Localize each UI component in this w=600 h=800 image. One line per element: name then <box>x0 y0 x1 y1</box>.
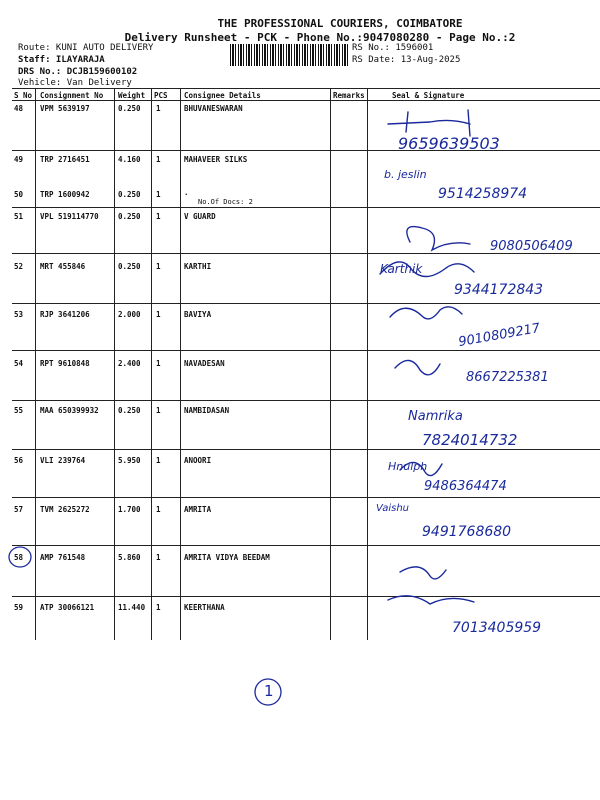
row-consignment: VPL 519114770 <box>40 212 99 221</box>
col-header-remarks: Remarks <box>333 91 365 100</box>
table-header-border <box>12 100 600 101</box>
row-pcs: 1 <box>156 104 161 113</box>
handwritten-name-56: Hnulph <box>388 460 428 473</box>
row-consignment: VPM 5639197 <box>40 104 90 113</box>
document-subtitle: Delivery Runsheet - PCK - Phone No.:9047080280 - Page No.:2 <box>124 31 516 44</box>
col-divider <box>180 88 181 640</box>
row-note: No.Of Docs: 2 <box>198 198 253 206</box>
row-pcs: 1 <box>156 359 161 368</box>
row-weight: 2.000 <box>118 310 141 319</box>
col-header-consignment: Consignment No <box>40 91 104 100</box>
row-pcs: 1 <box>156 310 161 319</box>
rs-number: RS No.: 1596001 <box>352 43 434 53</box>
vehicle-label: Vehicle: Van Delivery <box>18 78 132 88</box>
row-sno: 49 <box>14 155 24 164</box>
row-consignee: . <box>184 188 189 197</box>
row-weight: 0.250 <box>118 406 141 415</box>
row-consignee: BHUVANESWARAN <box>184 104 243 113</box>
row-weight: 1.700 <box>118 505 141 514</box>
handwritten-phone: 9514258974 <box>438 186 528 202</box>
col-header-consignee: Consignee Details <box>184 91 261 100</box>
staff-label: Staff: ILAYARAJA <box>18 55 105 65</box>
row-consignment: AMP 761548 <box>40 553 86 562</box>
row-sno: 54 <box>14 359 24 368</box>
row-consignment: TRP 1600942 <box>40 190 90 199</box>
handwritten-phone: 9491768680 <box>422 524 512 540</box>
row-sno: 58 <box>14 553 24 562</box>
row-consignment: TRP 2716451 <box>40 155 90 164</box>
row-weight: 5.950 <box>118 456 141 465</box>
row-pcs: 1 <box>156 456 161 465</box>
hand-circle-mark <box>7 544 35 570</box>
col-divider <box>330 88 331 640</box>
page-mark-number: 1 <box>264 682 274 700</box>
row-consignee: AMRITA VIDYA BEEDAM <box>184 553 270 562</box>
barcode <box>230 44 348 66</box>
row-consignment: VLI 239764 <box>40 456 86 465</box>
row-sno: 51 <box>14 212 24 221</box>
row-sno: 52 <box>14 262 24 271</box>
handwritten-name: Vaishu <box>376 503 409 514</box>
row-weight: 2.400 <box>118 359 141 368</box>
handwritten-phone: 8667225381 <box>466 370 549 385</box>
table-top-border <box>12 88 600 89</box>
col-header-sno: S No <box>14 91 33 100</box>
row-consignment: ATP 30066121 <box>40 603 95 612</box>
col-divider <box>367 88 368 640</box>
col-divider <box>114 88 115 640</box>
row-weight: 11.440 <box>118 603 146 612</box>
row-consignee: MAHAVEER SILKS <box>184 155 248 164</box>
row-weight: 5.860 <box>118 553 141 562</box>
col-header-seal: Seal & Signature <box>392 91 465 100</box>
row-pcs: 1 <box>156 190 161 199</box>
row-consignment: MRT 455846 <box>40 262 86 271</box>
row-consignee: BAVIYA <box>184 310 212 319</box>
handwritten-phone: 9486364474 <box>424 479 507 494</box>
row-consignment: RJP 3641206 <box>40 310 90 319</box>
rs-date: RS Date: 13-Aug-2025 <box>352 55 461 65</box>
row-sno: 48 <box>14 104 24 113</box>
row-consignment: TVM 2625272 <box>40 505 90 514</box>
row-pcs: 1 <box>156 212 161 221</box>
row-sno: 59 <box>14 603 24 612</box>
handwritten-phone: 7824014732 <box>422 431 518 449</box>
row-pcs: 1 <box>156 553 161 562</box>
handwritten-phone: 9344172843 <box>454 282 544 298</box>
col-divider <box>151 88 152 640</box>
document-title: THE PROFESSIONAL COURIERS, COIMBATORE <box>217 17 463 30</box>
row-sno: 53 <box>14 310 24 319</box>
row-sno: 57 <box>14 505 24 514</box>
row-consignee: NAMBIDASAN <box>184 406 230 415</box>
row-weight: 0.250 <box>118 104 141 113</box>
row-consignment: MAA 650399932 <box>40 406 99 415</box>
col-header-pcs: PCS <box>154 91 168 100</box>
row-pcs: 1 <box>156 406 161 415</box>
handwritten-name: Namrika <box>408 409 463 424</box>
handwritten-phone: 7013405959 <box>452 620 542 636</box>
col-divider <box>35 88 36 640</box>
row-consignee: NAVADESAN <box>184 359 225 368</box>
row-weight: 0.250 <box>118 190 141 199</box>
handwritten-phone: 9010809217 <box>457 320 542 351</box>
row-sno: 50 <box>14 190 24 199</box>
row-consignee: V GUARD <box>184 212 216 221</box>
row-consignee: KARTHI <box>184 262 212 271</box>
drs-label: DRS No.: DCJB159600102 <box>18 67 138 77</box>
row-pcs: 1 <box>156 603 161 612</box>
handwritten-name: b. jeslin <box>384 168 427 181</box>
handwritten-phone: 9080506409 <box>490 239 573 254</box>
row-consignee: AMRITA <box>184 505 212 514</box>
row-weight: 0.250 <box>118 262 141 271</box>
row-sno: 55 <box>14 406 24 415</box>
route-label: Route: KUNI AUTO DELIVERY <box>18 43 154 53</box>
row-consignment: RPT 9610848 <box>40 359 90 368</box>
col-header-weight: Weight <box>118 91 146 100</box>
row-consignee: KEERTHANA <box>184 603 225 612</box>
row-pcs: 1 <box>156 262 161 271</box>
row-pcs: 1 <box>156 155 161 164</box>
row-consignee: ANOORI <box>184 456 212 465</box>
row-weight: 0.250 <box>118 212 141 221</box>
handwritten-name: Karthik <box>380 262 423 276</box>
row-sno: 56 <box>14 456 24 465</box>
handwritten-phone: 9659639503 <box>398 134 500 153</box>
row-weight: 4.160 <box>118 155 141 164</box>
row-pcs: 1 <box>156 505 161 514</box>
